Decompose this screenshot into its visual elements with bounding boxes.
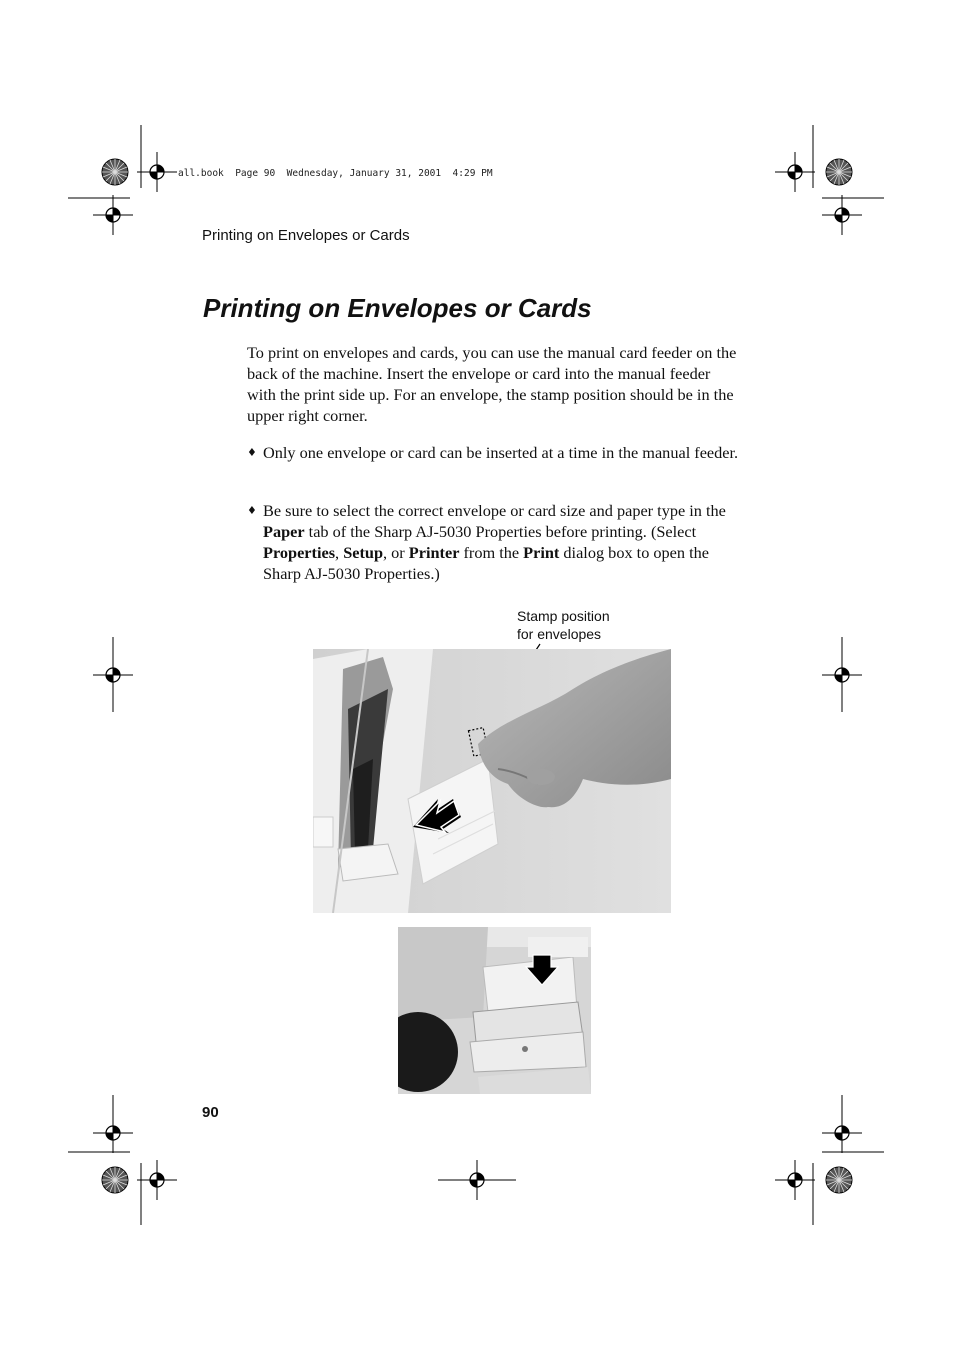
figure-caption: Stamp position for envelopes [517, 608, 610, 642]
bullet-text: Only one envelope or card can be inserted at a time in the manual feeder. [263, 443, 739, 462]
registration-target-icon [137, 152, 177, 192]
bullet-item [247, 500, 739, 584]
bold-term: Printer [408, 543, 460, 562]
registration-target-icon [93, 1113, 133, 1153]
star-target-icon [826, 1167, 852, 1193]
registration-target-icon [775, 1160, 815, 1200]
page-title: Printing on Envelopes or Cards [203, 293, 592, 323]
bold-term: Paper [263, 522, 305, 541]
diamond-bullet-icon: ♦ [247, 504, 257, 517]
registration-target-icon [822, 1113, 862, 1153]
star-target-icon [102, 159, 128, 185]
bold-term: Properties [263, 543, 336, 562]
star-target-icon [102, 1167, 128, 1193]
bullet-item [247, 442, 739, 463]
intro-paragraph: To print on envelopes and cards, you can use the manual card feeder on the back of the machine. Insert the envelope or card into the manual feeder with the print side up. For an envelope, the stamp position should be in the upper right corner. [247, 343, 737, 425]
registration-target-icon [93, 195, 133, 235]
bold-term: Setup [343, 543, 384, 562]
bullet-text: Be sure to select the correct envelope or card size and paper type in the Paper tab of the Sharp AJ-5030 Properties before printing. (Select Properties, Setup, or Printer from the Print dialog box to open the Sharp AJ-5030 Properties.) [263, 501, 726, 583]
registration-target-icon [822, 195, 862, 235]
page-number: 90 [202, 1104, 219, 1121]
bold-term: Print [523, 543, 560, 562]
registration-target-icon [137, 1160, 177, 1200]
running-head: Printing on Envelopes or Cards [202, 227, 410, 244]
feeder-slot-photo [398, 927, 591, 1094]
registration-target-icon [775, 152, 815, 192]
envelope-insertion-photo [313, 649, 671, 913]
diamond-bullet-icon: ♦ [247, 446, 257, 459]
star-target-icon [826, 159, 852, 185]
print-slug: all.book Page 90 Wednesday, January 31, 2001 4:29 PM [178, 168, 493, 179]
